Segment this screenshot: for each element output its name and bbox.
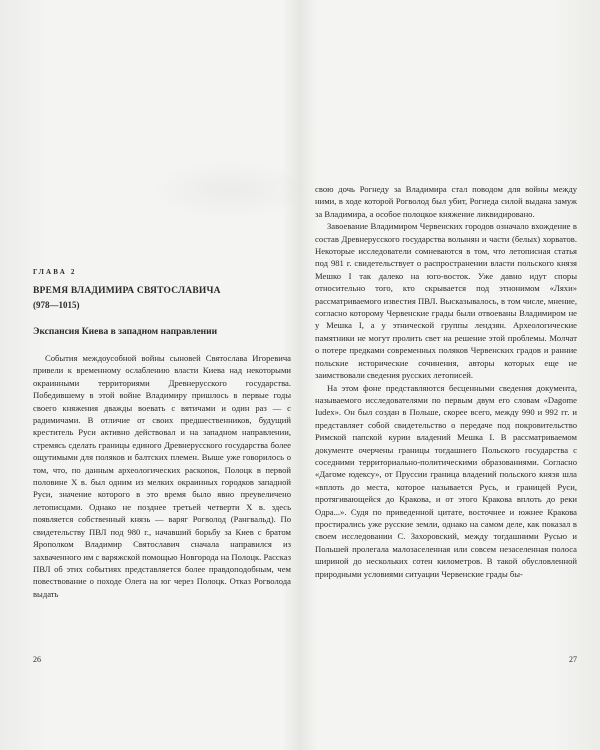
page-number-left: 26 (33, 655, 41, 664)
left-page (33, 0, 291, 750)
right-body-text (315, 183, 577, 580)
left-body-text (33, 352, 291, 600)
page-number-right: 27 (569, 655, 577, 664)
chapter-years: (978—1015) (33, 300, 80, 310)
chapter-label: ГЛАВА 2 (33, 268, 77, 276)
chapter-title: ВРЕМЯ ВЛАДИМИРА СВЯТОСЛАВИЧА (33, 286, 221, 296)
right-paragraph-1: свою дочь Рогнеду за Владимира стал поводом для войны между ними, в ходе которой Рогволод был убит, Рогнеда силой выдана замуж за Владимира, а особое полоцкое княжение ликвидировано. (315, 184, 577, 219)
left-paragraph-1: События междоусобной войны сыновей Святослава Игоревича привели к временному ослаблению власти Киева над некоторыми окраинными территориями Древнерусского государства. Победившему в этой войне Владимиру пришлось в первые годы своего княжения дважды воевать с вятичами и один раз — с радимичами. В отличие от своих предшественников, будущий креститель Руси активно действовал и на западном направлении, стремясь сделать границы единого Древнерусского государства более ощутимыми для поляков и балтских племен. Выше уже говорилось о том, что, по данным археологических раскопок, Полоцк в первой половине X в. был одним из мелких окраинных городков западной Руси, значение которого в это время было явно преувеличено летописцами. Однако не позднее третьей четверти X в. здесь появляется собственный князь — варяг Рогволод (Рангвальд). По свидетельству ПВЛ под 980 г., начавший борьбу за Киев с братом Ярополком Владимир Святославич сначала направился из захваченного им с варяжской помощью Новгорода на Полоцк. Рассказ ПВЛ об этих событиях представляется более правдоподобным, чем повествование о походе Олега на юг через Полоцк. Отказ Рогволода выдать (33, 353, 291, 599)
right-paragraph-2: Завоевание Владимиром Червенских городов означало вхождение в состав Древнерусского государства волынян и части (белых) хорватов. Некоторые исследователи сомневаются в том, что летописная статья под 981 г. свидетельствует о распространении власти польского князя Мешко I так далеко на юго-восток. Уже давно идут споры относительно того, кто скрывается под этнонимом «Ляхи» рассматриваемого известия ПВЛ. Высказывалось, в том числе, мнение, согласно которому Червенские грады были отвоеваны Владимиром не у Мешка I, а у этнической группы лендзян. Археологические памятники не могут пролить свет на решение этой проблемы. Молчат о потере предками современных поляков Червенских градов и ранние польские исторические сочинения, авторы которых еще не заимствовали сведения русских летописей. (315, 221, 577, 381)
right-paragraph-3: На этом фоне представляются бесценными сведения документа, называемого исследователями по первым двум его словам «Dagome Iudex». Он был создан в Польше, скорее всего, между 990 и 992 гг. и представляет собой свидетельство о передаче под покровительство Римской папской курии владений Мешка I. В рассматриваемом документе очерчены границы тогдашнего Польского государства с соседними территориально-политическими образованиями. Согласно «Дагоме юдексу», от Пруссии граница владений польского князя шла «вплоть до места, которое называется Русь, и границей Руси, протягивающейся до Кракова, и от этого Кракова вплоть до реки Одра...». Судя по приведенной цитате, восточнее и южнее Кракова простирались уже русские земли, однако на самом деле, как показал в своем исследовании С. Захоровский, между тогдашними Русью и Польшей пролегала малозаселенная или совсем незаселенная полоса шириной до нескольких сотен километров. В такой обусловленной природными условиями ситуации Червенские грады бы- (315, 382, 577, 579)
section-title: Экспансия Киева в западном направлении (33, 327, 218, 337)
right-page (315, 0, 577, 750)
